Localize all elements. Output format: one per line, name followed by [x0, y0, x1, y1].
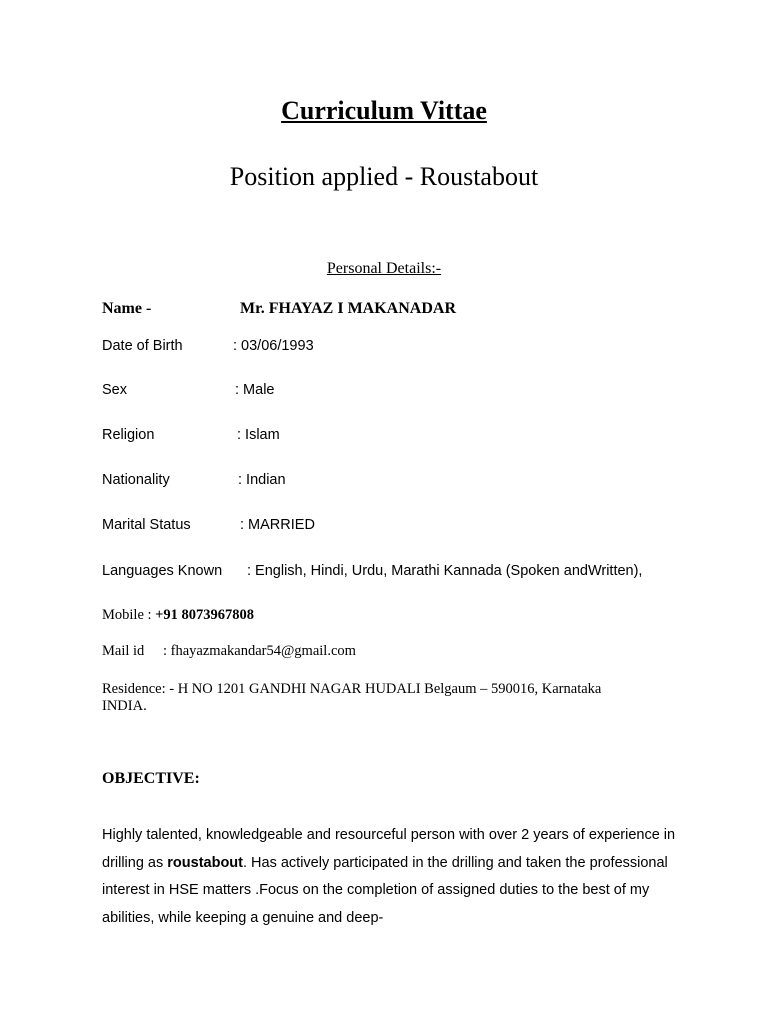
dob-value: : 03/06/1993 [233, 338, 314, 354]
religion-value: : Islam [237, 427, 280, 443]
position-applied: Position applied - Roustabout [229, 162, 539, 191]
mail-label: Mail id [102, 643, 145, 659]
name-value: Mr. FHAYAZ I MAKANADAR [240, 300, 457, 317]
religion-label: Religion [102, 427, 155, 443]
mobile-value: +91 8073967808 [155, 607, 255, 623]
mobile-label: Mobile : [102, 607, 156, 623]
marital-status-label: Marital Status [102, 517, 191, 533]
mail-value: : fhayazmakandar54@gmail.com [163, 643, 356, 659]
document-title: Curriculum Vittae [281, 96, 487, 125]
sex-value: : Male [235, 382, 275, 398]
residence-address: Residence: - H NO 1201 GANDHI NAGAR HUDALI Belgaum – 590016, Karnataka INDIA. [102, 681, 602, 714]
personal-details-heading: Personal Details:- [326, 260, 442, 277]
objective-heading: OBJECTIVE: [102, 770, 200, 787]
dob-label: Date of Birth [102, 338, 183, 354]
languages-label: Languages Known [102, 563, 223, 579]
name-label: Name - [102, 300, 152, 317]
nationality-value: : Indian [238, 472, 286, 488]
objective-text-end: . Has actively participated in the drilling and taken the professional interest in HSE matters .Focus on the completion of assigned duties to the best of my abilities, while keeping a genuine and deep- [102, 854, 668, 926]
mobile-row [102, 607, 254, 624]
objective-text-start: Highly talented, knowledgeable and resourceful person with over 2 years of experience in drilling as [102, 827, 676, 871]
languages-value: : English, Hindi, Urdu, Marathi Kannada (Spoken andWritten), [247, 563, 643, 579]
objective-paragraph [102, 822, 682, 932]
nationality-label: Nationality [102, 472, 170, 488]
marital-status-value: : MARRIED [240, 517, 315, 533]
sex-label: Sex [102, 382, 127, 398]
objective-role: roustabout [167, 854, 243, 871]
